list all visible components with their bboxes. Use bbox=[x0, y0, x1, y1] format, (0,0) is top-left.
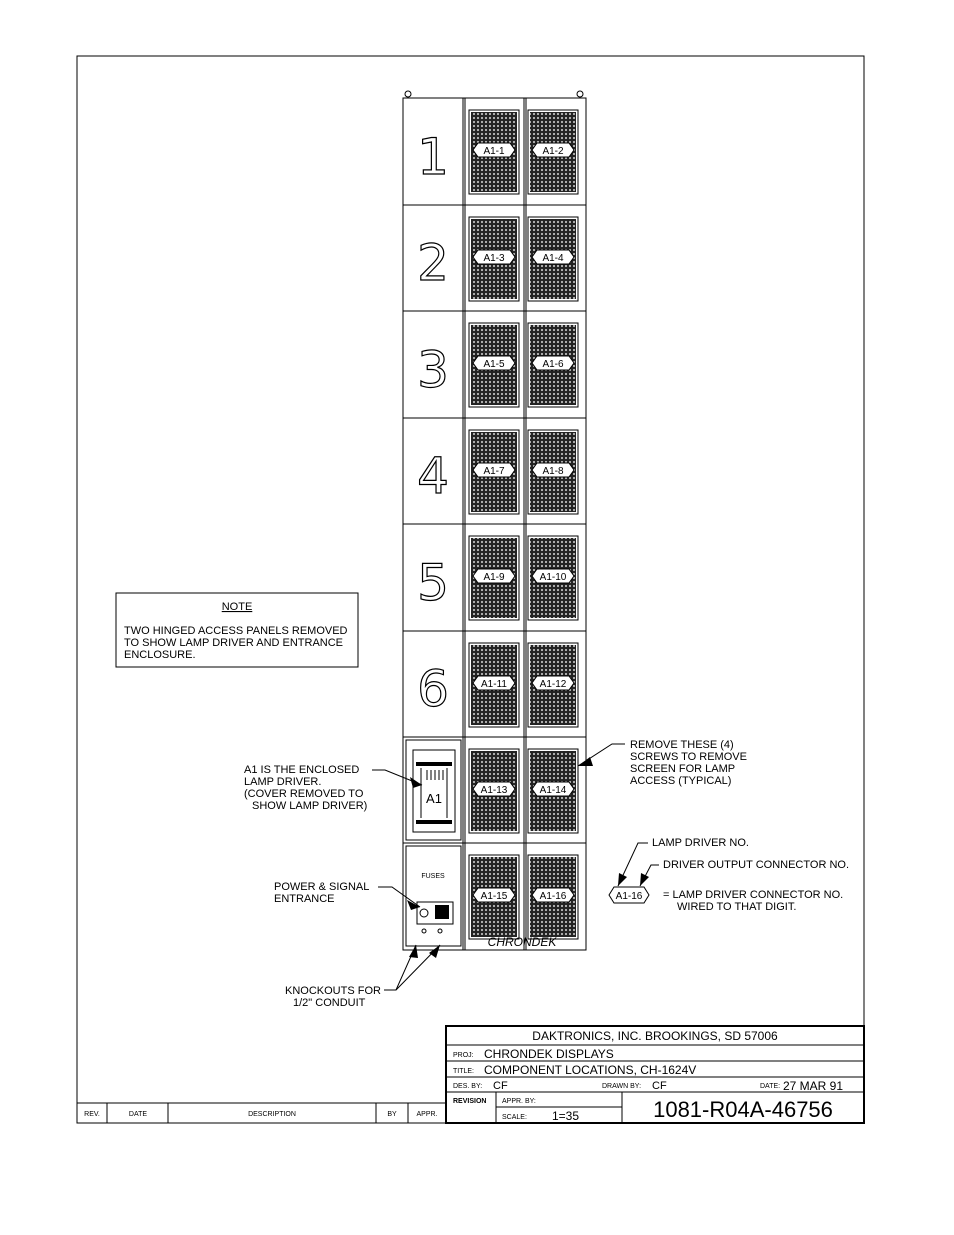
svg-text:SCREEN FOR LAMP: SCREEN FOR LAMP bbox=[630, 763, 736, 775]
connector-label: A1-15 bbox=[480, 891, 508, 902]
title-block bbox=[446, 1026, 864, 1123]
svg-text:ENTRANCE: ENTRANCE bbox=[274, 893, 335, 905]
svg-text:DES. BY:: DES. BY: bbox=[453, 1083, 483, 1090]
lamp-screen-panel bbox=[528, 217, 578, 301]
connector-legend bbox=[609, 837, 849, 913]
note-line-2: TO SHOW LAMP DRIVER AND ENTRANCE bbox=[124, 637, 344, 649]
power-entrance-enclosure bbox=[406, 846, 461, 946]
lamp-screen-panel bbox=[469, 110, 519, 194]
connector-label: A1-9 bbox=[483, 572, 505, 583]
lamp-screen-panel bbox=[528, 855, 578, 939]
fuses-label: FUSES bbox=[421, 873, 445, 880]
lamp-screen-panel bbox=[528, 323, 578, 407]
connector-label: A1-13 bbox=[480, 785, 508, 796]
svg-text:KNOCKOUTS FOR: KNOCKOUTS FOR bbox=[285, 985, 381, 997]
drawing-title: COMPONENT LOCATIONS, CH-1624V bbox=[484, 1063, 697, 1077]
svg-text:POWER & SIGNAL: POWER & SIGNAL bbox=[274, 881, 370, 893]
lamp-screen-panel bbox=[469, 430, 519, 514]
connector-label: A1-16 bbox=[539, 891, 567, 902]
project-name: CHRONDEK DISPLAYS bbox=[484, 1047, 614, 1061]
svg-text:REVISION: REVISION bbox=[453, 1098, 487, 1105]
legend-output-connector: DRIVER OUTPUT CONNECTOR NO. bbox=[663, 859, 849, 871]
digit-2: 2 bbox=[417, 234, 449, 292]
lamp-driver-enclosure bbox=[406, 740, 461, 840]
connector-label: A1-8 bbox=[542, 466, 564, 477]
company-line: DAKTRONICS, INC. BROOKINGS, SD 57006 bbox=[532, 1029, 778, 1043]
svg-text:SCREWS TO REMOVE: SCREWS TO REMOVE bbox=[630, 751, 747, 763]
note-line-3: ENCLOSURE. bbox=[124, 649, 196, 661]
svg-text:ACCESS (TYPICAL): ACCESS (TYPICAL) bbox=[630, 775, 732, 787]
connector-label: A1-1 bbox=[483, 146, 505, 157]
connector-label: A1-14 bbox=[539, 785, 567, 796]
note-box bbox=[116, 593, 358, 667]
svg-text:CF: CF bbox=[652, 1080, 667, 1092]
svg-text:DRAWN BY:: DRAWN BY: bbox=[602, 1083, 642, 1090]
connector-label: A1-11 bbox=[481, 679, 507, 690]
svg-text:APPR. BY:: APPR. BY: bbox=[502, 1098, 536, 1105]
svg-text:SCALE:: SCALE: bbox=[502, 1114, 527, 1121]
connector-label: A1-2 bbox=[542, 146, 564, 157]
revision-table bbox=[77, 1103, 446, 1123]
connector-label: A1-12 bbox=[539, 679, 567, 690]
svg-text:APPR.: APPR. bbox=[416, 1111, 438, 1118]
note-line-1: TWO HINGED ACCESS PANELS REMOVED bbox=[124, 625, 348, 637]
lamp-screen-panel bbox=[469, 217, 519, 301]
legend-equals-line-1: = LAMP DRIVER CONNECTOR NO. bbox=[663, 889, 844, 901]
svg-text:DATE: DATE bbox=[128, 1111, 148, 1118]
connector-label: A1-10 bbox=[539, 572, 567, 583]
brand-label: CHRONDEK bbox=[487, 935, 557, 949]
lamp-screen-panel bbox=[469, 643, 519, 727]
svg-text:REV.: REV. bbox=[84, 1111, 100, 1118]
svg-text:(COVER REMOVED TO: (COVER REMOVED TO bbox=[244, 788, 364, 800]
legend-sample-connector: A1-16 bbox=[615, 891, 643, 902]
lamp-screen-panel bbox=[528, 536, 578, 620]
lamp-screen-panel bbox=[469, 749, 519, 833]
svg-text:DESCRIPTION: DESCRIPTION bbox=[248, 1111, 296, 1118]
digit-5: 5 bbox=[417, 554, 449, 612]
connector-label: A1-5 bbox=[483, 359, 505, 370]
digit-1: 1 bbox=[417, 128, 449, 186]
svg-text:CF: CF bbox=[493, 1080, 508, 1092]
lamp-screen-panel bbox=[469, 323, 519, 407]
lamp-screen-panel bbox=[469, 855, 519, 939]
callout-a1 bbox=[244, 764, 422, 812]
svg-text:A1 IS THE ENCLOSED: A1 IS THE ENCLOSED bbox=[244, 764, 360, 776]
lamp-screen-panel bbox=[528, 430, 578, 514]
connector-label: A1-4 bbox=[542, 253, 564, 264]
legend-equals-line-2: WIRED TO THAT DIGIT. bbox=[677, 901, 797, 913]
svg-text:LAMP DRIVER.: LAMP DRIVER. bbox=[244, 776, 322, 788]
digit-4: 4 bbox=[417, 447, 449, 505]
connector-label: A1-6 bbox=[542, 359, 564, 370]
svg-text:1=35: 1=35 bbox=[552, 1109, 580, 1123]
lamp-screen-panel bbox=[469, 536, 519, 620]
connector-label: A1-3 bbox=[483, 253, 505, 264]
lamp-screen-panel bbox=[528, 643, 578, 727]
drawing-number: 1081-R04A-46756 bbox=[653, 1097, 833, 1122]
svg-text:BY: BY bbox=[387, 1111, 397, 1118]
callout-screws bbox=[578, 739, 747, 787]
digit-3: 3 bbox=[417, 341, 449, 399]
svg-text:DATE:: DATE: bbox=[760, 1083, 781, 1090]
svg-text:1/2" CONDUIT: 1/2" CONDUIT bbox=[293, 997, 366, 1009]
svg-text:SHOW LAMP DRIVER): SHOW LAMP DRIVER) bbox=[252, 800, 368, 812]
digit-6: 6 bbox=[417, 660, 449, 718]
connector-label: A1-7 bbox=[483, 466, 505, 477]
lamp-screen-panel bbox=[528, 749, 578, 833]
note-title: NOTE bbox=[221, 601, 253, 613]
callout-power bbox=[274, 881, 420, 910]
drawing-date: 27 MAR 91 bbox=[783, 1079, 844, 1093]
legend-lamp-driver-no: LAMP DRIVER NO. bbox=[652, 837, 749, 849]
svg-text:TITLE:: TITLE: bbox=[453, 1068, 475, 1075]
driver-label: A1 bbox=[426, 791, 442, 806]
lamp-screen-panel bbox=[528, 110, 578, 194]
svg-text:PROJ:: PROJ: bbox=[453, 1052, 474, 1059]
callout-knockouts bbox=[285, 945, 440, 1009]
svg-text:REMOVE THESE (4): REMOVE THESE (4) bbox=[630, 739, 734, 751]
